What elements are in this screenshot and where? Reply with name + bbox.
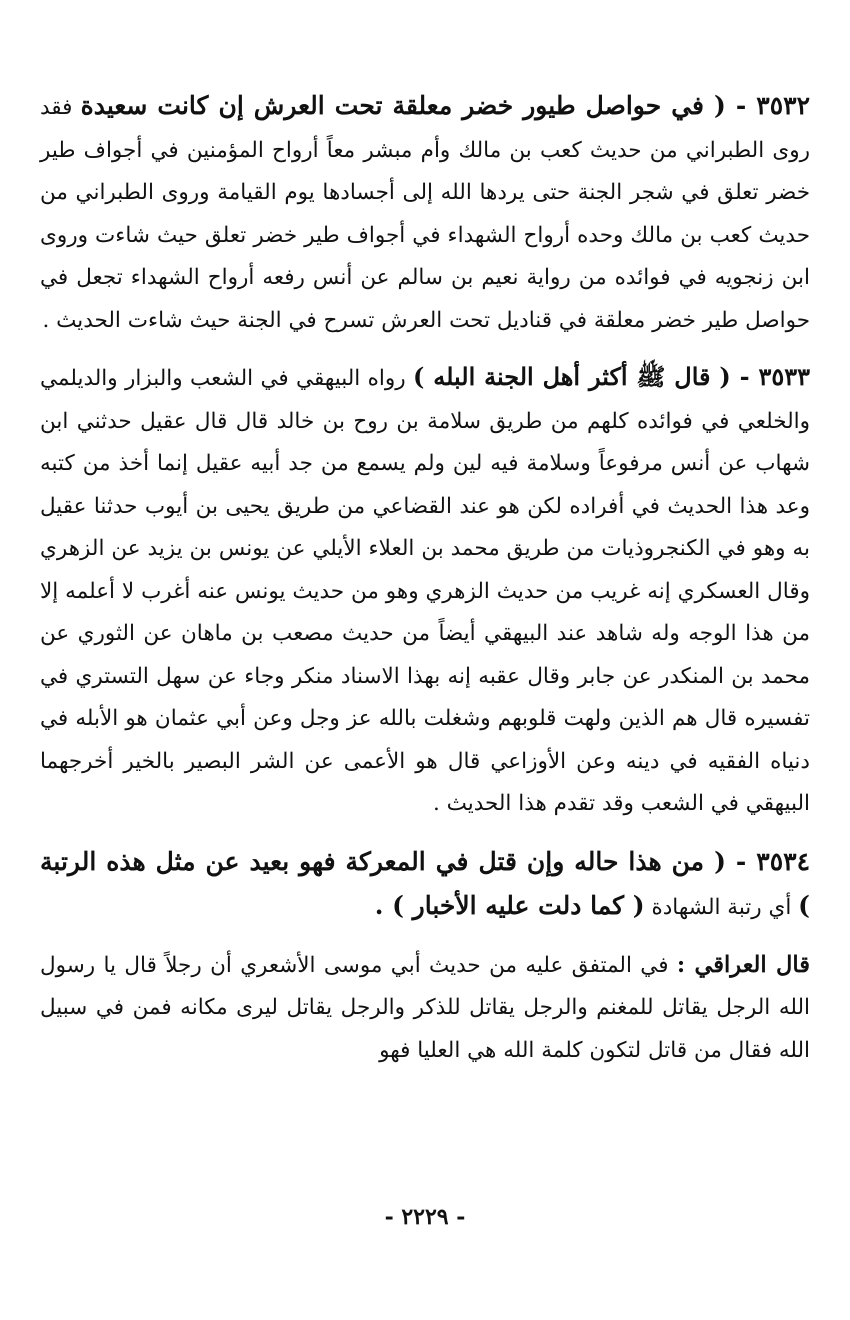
entry-heading: ٣٥٣٣ - ( قال ﷺ أكثر أهل الجنة البله ) (412, 362, 811, 391)
entry-paragraph (40, 356, 810, 826)
commentary-body: في المتفق عليه من حديث أبي موسى الأشعري أن رجلاً قال يا رسول الله الرجل يقاتل للمغنم والرجل يقاتل للذكر والرجل يقاتل ليرى مكانه فمن في سبيل الله فقال من قاتل لتكون كلمة الله هي العليا فهو (40, 952, 810, 1063)
entry-3533 (40, 356, 810, 826)
entry-tail: ( كما دلت عليه الأخبار ) . (374, 890, 645, 920)
page-content (40, 84, 810, 1086)
page-number: - ٢٢٢٩ - (384, 1204, 466, 1230)
entry-mid-text: أي رتبة الشهادة (644, 894, 799, 920)
entry-paragraph (40, 84, 810, 342)
commentary-lead: قال العراقي : (676, 951, 810, 978)
commentary-paragraph (40, 944, 810, 1073)
entry-heading: ٣٥٣٤ - ( من هذا حاله وإن قتل في المعركة فهو بعيد عن مثل هذه الرتبة ) (40, 846, 810, 920)
entry-3534 (40, 840, 810, 930)
entry-body: رواه البيهقي في الشعب والبزار والديلمي والخلعي في فوائده كلهم من طريق سلامة بن روح بن خالد قال قال عقيل حدثني ابن شهاب عن أنس مرفوعاً وسلامة فيه لين ولم يسمع من جد أبيه عقيل إنما أخذ من كتبه وعد هذا الحديث في أفراده لكن هو عند القضاعي من طريق يحيى بن أيوب حدثنا عقيل به وهو في الكنجروذيات من طريق محمد بن العلاء الأيلي عن يونس بن يزيد عن الزهري وقال العسكري إنه غريب من حديث الزهري وهو من حديث يونس عنه أغرب لا أعلمه إلا من هذا الوجه وله شاهد عند البيهقي أيضاً من حديث مصعب بن ماهان عن الثوري عن محمد بن المنكدر عن جابر وقال عقبه إنه بهذا الاسناد منكر وجاء عن سهل التستري في تفسيره قال هم الذين ولهت قلوبهم وشغلت بالله عز وجل وعن أبي عثمان هو الأبله في دنياه الفقيه في دينه وعن الأوزاعي قال هو الأعمى عن الشر البصير بالخير أخرجهما البيهقي في الشعب وقد تقدم هذا الحديث . (40, 366, 810, 816)
entry-paragraph (40, 840, 810, 930)
entry-body: فقد روى الطبراني من حديث كعب بن مالك وأم مبشر معاً أرواح المؤمنين في أجواف طير خضر تعلق في شجر الجنة حتى يردها الله إلى أجسادها يوم القيامة وروى الطبراني من حديث كعب بن مالك وحده أرواح الشهداء في أجواف طير خضر تعلق حيث شاءت وروى ابن زنجويه في فوائده من رواية نعيم بن سالم عن أنس رفعه أرواح الشهداء تجعل في حواصل طير خضر معلقة في قناديل تحت العرش تسرح في الجنة حيث شاءت الحديث . (40, 95, 810, 333)
iraqi-commentary (40, 944, 810, 1073)
entry-3532 (40, 84, 810, 342)
entry-heading: ٣٥٣٢ - ( في حواصل طيور خضر معلقة تحت العرش إن كانت سعيدة (80, 91, 810, 120)
